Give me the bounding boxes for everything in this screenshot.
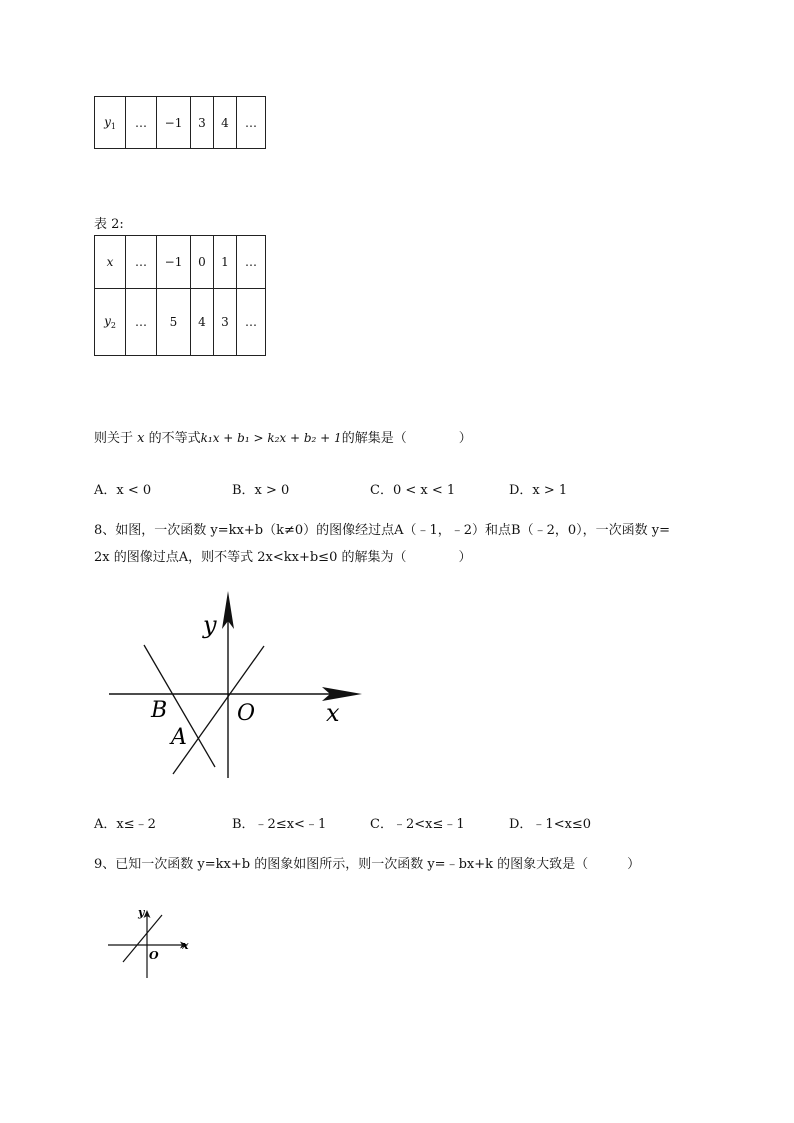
q7-inequality: k₁x + b₁ > k₂x + b₂ + 1 [200,431,342,445]
table-cell: 4 [191,289,214,356]
q7-stem-suffix: 的解集是（ ） [341,431,472,446]
q7-stem [94,427,472,446]
table-row [95,97,266,149]
point-b-label: B [151,698,168,723]
q9-figure [100,902,200,982]
origin-label: O [237,701,256,726]
table-cell: 4 [214,97,237,149]
table-cell: −1 [157,236,191,289]
q7-option-b: B．x > 0 [232,483,290,498]
y-axis-label: y [203,611,217,639]
table1-row-label [95,97,126,149]
sub-2: 2 [110,321,116,330]
q8-option-b: B．﹣2≤x<﹣1 [232,817,327,832]
q7-option-d: D．x > 1 [509,483,568,498]
q7-stem-var: x [137,431,145,446]
q8-stem-line2: 2x 的图像过点A，则不等式 2x<kx+b≤0 的解集为（ ） [94,550,472,565]
q8-option-c: C．﹣2<x≤﹣1 [370,817,465,832]
table-1 [94,96,266,149]
table-row [95,289,266,356]
table-cell: 3 [191,97,214,149]
q7-option-c: C．0 < x < 1 [370,483,456,498]
table-cell: 0 [191,236,214,289]
table-cell: 5 [157,289,191,356]
table-cell: … [237,236,266,289]
var-y: y [104,314,111,328]
table-cell: … [126,289,157,356]
table-cell: … [237,289,266,356]
table-cell: 1 [214,236,237,289]
origin-label: O [149,949,159,962]
table-row [95,236,266,289]
table2-y-label [95,289,126,356]
x-axis-label: x [182,939,189,952]
sub-1: 1 [110,121,116,131]
table2-x-label: x [95,236,126,289]
q7-stem-mid: 的不等式 [144,431,201,446]
table-cell: … [126,97,157,149]
q7-option-a: A．x < 0 [94,483,152,498]
q8-option-d: D．﹣1<x≤0 [509,817,592,832]
q8-option-a: A．x≤﹣2 [94,817,156,832]
table-2 [94,235,266,356]
point-a-label: A [171,725,187,750]
q7-stem-prefix: 则关于 [94,431,138,446]
table-cell: 3 [214,289,237,356]
table-cell: −1 [157,97,191,149]
x-axis-label: x [326,699,340,727]
q8-stem-line1: 8、如图，一次函数 y=kx+b（k≠0）的图像经过点A（﹣1，﹣2）和点B（﹣2，0），一次函数 y= [94,523,670,538]
q8-figure [100,585,370,785]
table-cell: … [126,236,157,289]
var-y: y [104,114,111,129]
q9-stem: 9、已知一次函数 y=kx+b 的图象如图所示，则一次函数 y=﹣bx+k 的图象大致是（ ） [94,857,641,872]
table2-caption: 表 2: [94,217,124,232]
y-axis-label: y [138,906,145,919]
table-cell: … [237,97,266,149]
